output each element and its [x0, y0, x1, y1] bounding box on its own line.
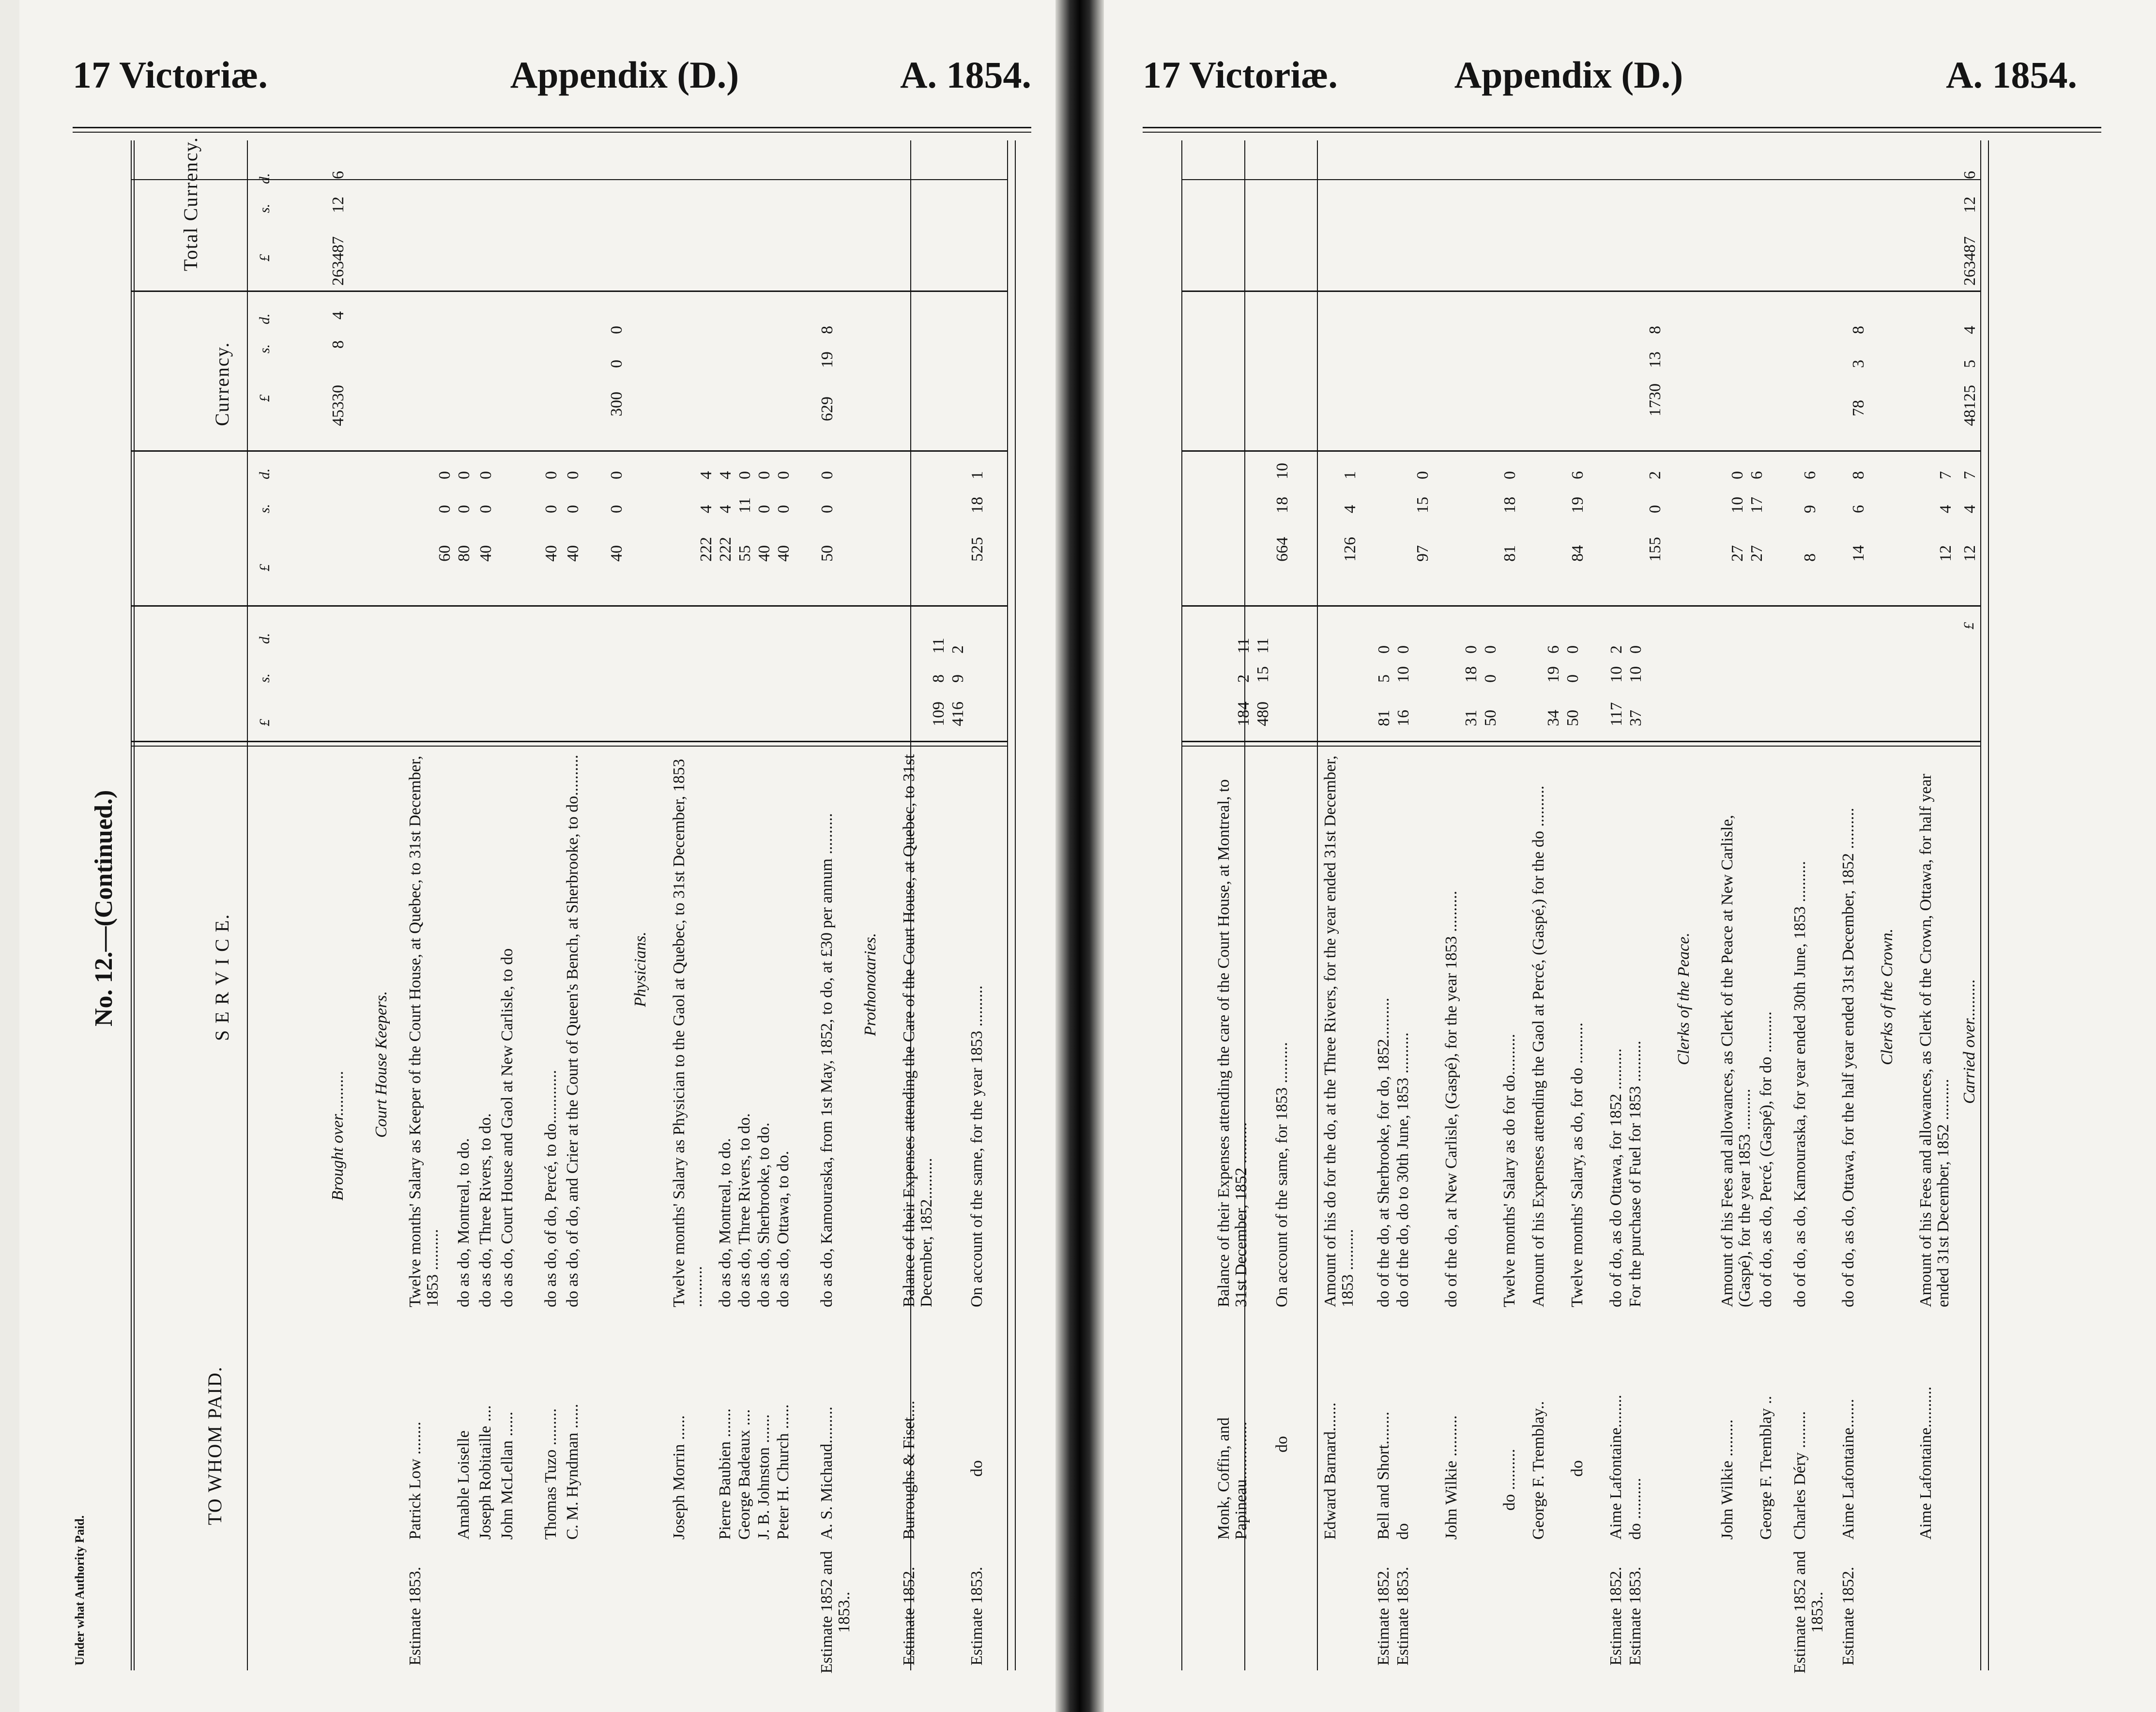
row-service: do as do, Three Rivers, to do. [735, 1113, 753, 1307]
row-service: On account of the same, for 1853 .......... [1273, 1042, 1291, 1307]
carried-total-shilling: 12 [1961, 197, 1979, 213]
row-sub-pence: 2 [949, 645, 967, 654]
section-currency-shilling: 3 [1850, 360, 1867, 368]
row-amount-pound: 40 [542, 545, 560, 562]
row-sub-pence: 0 [1482, 645, 1499, 654]
row-whom: do .......... [1500, 1449, 1518, 1511]
row-whom: C. M. Hyndman ...... [564, 1404, 581, 1540]
row-amount-shilling: 19 [1569, 497, 1587, 513]
row-authority: Estimate 1853. [1394, 1567, 1412, 1666]
row-amount-pence: 0 [736, 471, 754, 479]
row-amount-shilling: 0 [436, 505, 454, 513]
header-center: Appendix (D.) [510, 54, 739, 96]
left-page [19, 0, 1075, 1712]
head-total: Total Currency. [180, 137, 201, 271]
row-sub-pence: 2 [1607, 645, 1625, 654]
carried-total-pence: 6 [1961, 171, 1979, 179]
head-whom: TO WHOM PAID. [204, 1366, 226, 1525]
section-currency-pence: 0 [608, 326, 626, 334]
row-whom: John Wilkie .......... [1442, 1415, 1460, 1540]
brought-currency-shilling: 8 [329, 340, 347, 349]
row-amount-pence: 2 [1646, 471, 1664, 479]
col-rule-right [1980, 140, 1981, 1670]
sep-amount [1182, 450, 1981, 452]
table-title: No. 12.—(Continued.) [90, 790, 118, 1026]
row-amount-pence: 6 [1569, 471, 1587, 479]
row-amount-pence: 0 [818, 471, 836, 479]
row-amount-pence: 0 [775, 471, 793, 479]
row-sub-shilling: 8 [930, 674, 948, 683]
row-amount-pence: 7 [1937, 471, 1955, 479]
row-authority: Estimate 1853. [1626, 1567, 1644, 1666]
section-heading-prothonotaries: Prothonotaries. [861, 932, 879, 1036]
row-service: do as do, Ottawa, to do. [774, 1151, 792, 1307]
row-amount-pound: 50 [818, 545, 836, 562]
row-authority: Estimate 1852. [1839, 1567, 1857, 1666]
section-currency-pound: 1730 [1646, 383, 1664, 416]
section-heading-court-house: Court House Keepers. [372, 991, 390, 1138]
row-amount-pound: 664 [1273, 537, 1291, 562]
row-service: do as do, of do, and Crier at the Court of Queen's Bench, at Sherbrooke, to do.......... [564, 754, 581, 1307]
row-amount-pence: 0 [608, 471, 626, 479]
row-amount-pence: 0 [477, 471, 495, 479]
row-amount-shilling: 10 [1728, 497, 1746, 513]
row-amount-pound: 81 [1501, 545, 1519, 562]
top-rule [73, 127, 1031, 128]
row-amount-pence: 1 [1341, 471, 1359, 479]
row-sub-pence: 0 [1462, 645, 1480, 654]
row-authority: Estimate 1853. [406, 1567, 424, 1666]
lsd-tot-pence: d. [257, 173, 273, 184]
row-amount-pence: 6 [1801, 471, 1819, 479]
row-sub-pence: 6 [1544, 645, 1562, 654]
row-amount-pound: 40 [608, 545, 626, 562]
row-amount-pound: 222 [697, 537, 715, 562]
row-sub-pound: 184 [1235, 702, 1253, 726]
row-whom: Edward Barnard....... [1321, 1402, 1339, 1540]
row-amount-pence: 0 [1728, 471, 1746, 479]
row-amount-pound: 27 [1728, 545, 1746, 562]
col-rule-authority [1181, 140, 1182, 1670]
lsd-cur-shilling: s. [257, 344, 273, 353]
row-amount-shilling: 6 [1850, 505, 1867, 513]
row-sub-pound: 480 [1254, 702, 1272, 726]
right-page [1104, 0, 2156, 1712]
row-amount-shilling: 0 [1646, 505, 1664, 513]
row-sub-pound: 31 [1462, 710, 1480, 726]
row-service: Amount of his Fees and allowances, as Clerk of the Peace at New Carlisle, (Gaspé), for the year 1853 .......... [1718, 815, 1754, 1307]
row-amount-shilling: 0 [818, 505, 836, 513]
lsd-amt-shilling: s. [257, 504, 273, 513]
row-service: For the purchase of Fuel for 1853 .......... [1626, 1040, 1644, 1307]
row-whom: do [968, 1460, 986, 1477]
row-amount-pound: 40 [775, 545, 793, 562]
section-currency-pound: 629 [818, 397, 836, 421]
sep-sub [132, 605, 1007, 607]
header-left: 17 Victoriæ. [1143, 54, 1338, 96]
sep-amount [132, 450, 1007, 452]
row-service: do as do, Sherbrooke, to do. [755, 1122, 773, 1307]
row-amount-pence: 1 [968, 471, 986, 479]
col-rule-right-2 [1988, 140, 1989, 1670]
row-sub-pence: 11 [930, 638, 948, 654]
row-service: do of do, as do Ottawa, for 1852 .......... [1607, 1048, 1625, 1307]
row-amount-pound: 40 [755, 545, 773, 562]
row-amount-pence: 6 [1748, 471, 1766, 479]
row-service: Twelve months' Salary, as do, for do .......... [1568, 1023, 1586, 1307]
row-service: Twelve months' Salary as Keeper of the Court House, at Quebec, to 31st December, 1853 .......... [406, 755, 442, 1307]
row-sub-pound: 50 [1482, 710, 1499, 726]
lsd-sub-pound: £ [257, 719, 273, 726]
row-authority: Estimate 1852. [1607, 1567, 1625, 1666]
row-service: Balance of their Expenses attending the care of the Court House, at Montreal, to 31st December, 1852 .......... [1215, 779, 1250, 1307]
row-service: Amount of his Fees and allowances, as Clerk of the Crown, Ottawa, for half year ended 31st December, 1852 .......... [1917, 774, 1952, 1307]
brought-currency-pound: 45330 [329, 385, 347, 426]
row-sub-shilling: 10 [1627, 666, 1645, 683]
row-amount-shilling: 4 [1341, 505, 1359, 513]
row-amount-pound: 80 [455, 545, 473, 562]
brought-currency-pence: 4 [329, 311, 347, 320]
top-rule [1143, 127, 2101, 128]
row-service: do of do, as do, Kamouraska, for year ended 30th June, 1853 .......... [1791, 861, 1809, 1307]
sep-service [1182, 741, 1981, 742]
lsd-cur-pound: £ [257, 395, 273, 402]
lsd-amt-pound: £ [257, 564, 273, 571]
row-amount-pence: 10 [1273, 463, 1291, 479]
row-whom: George Badeaux .... [735, 1409, 753, 1540]
row-amount-shilling: 18 [968, 497, 986, 513]
lsd-cur-pence: d. [257, 313, 273, 324]
col-rule-right-2 [1015, 140, 1016, 1670]
header-right: A. 1854. [1946, 54, 2077, 96]
brought-total-pound: 263487 [329, 236, 347, 286]
row-service: do of do, as do, Percé, (Gaspé), for do .......... [1757, 1011, 1775, 1307]
row-amount-shilling: 0 [755, 505, 773, 513]
row-whom: John McLellan ...... [498, 1411, 516, 1540]
section-currency-pence: 8 [818, 326, 836, 334]
row-service: do of do, as do, Ottawa, for the half year ended 31st December, 1852 .......... [1839, 808, 1857, 1307]
row-amount-pound: 55 [736, 545, 754, 562]
col-rule-right [1007, 140, 1008, 1670]
row-service: do as do, Montreal, to do. [716, 1138, 734, 1307]
row-amount-pound: 12 [1937, 545, 1955, 562]
row-amount-pound: 126 [1341, 537, 1359, 562]
row-service: do as do, Kamouraska, from 1st May, 1852, to do, at £30 per annum .......... [818, 813, 836, 1307]
lsd-tot-pound: £ [257, 254, 273, 261]
row-sub-pence: 11 [1235, 638, 1253, 654]
lsd-tot-shilling: s. [257, 203, 273, 213]
row-amount-shilling: 4 [697, 505, 715, 513]
row-service: do of the do, at New Carlisle, (Gaspé), for the year 1853 .......... [1442, 890, 1460, 1307]
row-sub-shilling: 0 [1564, 674, 1582, 683]
sep-service-2 [1182, 746, 1981, 747]
header-center: Appendix (D.) [1454, 54, 1683, 96]
lsd-amt-pence: d. [257, 468, 273, 479]
section-currency-shilling: 0 [608, 360, 626, 368]
lsd-sub-shilling: s. [257, 673, 273, 683]
row-amount-pound: 525 [968, 537, 986, 562]
row-whom: Amable Loiselle [455, 1430, 473, 1540]
row-amount-pound: 8 [1801, 553, 1819, 562]
col-rule-authority-2 [134, 140, 135, 1670]
row-amount-pound: 155 [1646, 537, 1664, 562]
header-right: A. 1854. [900, 54, 1031, 96]
row-amount-shilling: 18 [1273, 497, 1291, 513]
row-sub-pound: 50 [1564, 710, 1582, 726]
row-sub-pound: 81 [1375, 710, 1393, 726]
row-amount-shilling: 18 [1501, 497, 1519, 513]
carried-pound-sign: £ [1961, 622, 1977, 629]
carried-amount-shilling: 4 [1961, 505, 1979, 513]
row-amount-shilling: 11 [736, 497, 754, 513]
row-service: On account of the same, for the year 1853 .......... [968, 985, 986, 1307]
brought-total-shilling: 12 [329, 197, 347, 213]
row-amount-pence: 0 [1501, 471, 1519, 479]
row-sub-pound: 34 [1544, 710, 1562, 726]
row-sub-shilling: 2 [1235, 674, 1253, 683]
row-whom: George F. Tremblay .. [1757, 1396, 1775, 1540]
row-amount-shilling: 0 [564, 505, 582, 513]
carried-currency-pound: 48125 [1961, 385, 1979, 426]
row-amount-shilling: 15 [1414, 497, 1432, 513]
carried-currency-shilling: 5 [1961, 360, 1979, 368]
row-amount-shilling: 0 [608, 505, 626, 513]
row-whom: Thomas Tuzo ......... [542, 1408, 560, 1540]
row-sub-pound: 117 [1607, 702, 1625, 726]
lsd-sub-pence: d. [257, 633, 273, 644]
row-whom: Joseph Robitaille .... [476, 1405, 494, 1540]
book-gutter [1055, 0, 1104, 1712]
sep-total [1182, 179, 1981, 180]
section-currency-shilling: 13 [1646, 352, 1664, 368]
row-sub-pound: 16 [1394, 710, 1412, 726]
row-whom: George F. Tremblay.. [1529, 1401, 1547, 1540]
row-amount-shilling: 0 [455, 505, 473, 513]
row-amount-pound: 97 [1414, 545, 1432, 562]
row-sub-shilling: 10 [1394, 666, 1412, 683]
row-amount-shilling: 9 [1801, 505, 1819, 513]
head-authority: Under what Authority Paid. [73, 1515, 87, 1666]
row-amount-shilling: 4 [717, 505, 734, 513]
row-sub-pence: 0 [1627, 645, 1645, 654]
brought-over: Brought over........... [329, 1070, 347, 1201]
carried-currency-pence: 4 [1961, 326, 1979, 334]
row-amount-pound: 40 [564, 545, 582, 562]
row-sub-shilling: 15 [1254, 666, 1272, 683]
section-heading-clerks-crown: Clerks of the Crown. [1878, 928, 1896, 1065]
row-amount-shilling: 4 [1937, 505, 1955, 513]
row-sub-pound: 109 [930, 702, 948, 726]
carried-amount-pound: 12 [1961, 545, 1979, 562]
top-rule-2 [73, 132, 1031, 133]
sep-currency [1182, 290, 1981, 292]
row-whom: J. B. Johnston ....... [755, 1414, 773, 1540]
section-currency-pence: 8 [1850, 326, 1867, 334]
row-service: do of the do, do to 30th June, 1853 .......... [1394, 1032, 1412, 1307]
row-sub-pence: 11 [1254, 638, 1272, 654]
col-rule-authority [131, 140, 132, 1670]
row-sub-shilling: 9 [949, 674, 967, 683]
row-service: do as do, Three Rivers, to do. [476, 1113, 494, 1307]
row-amount-pence: 0 [542, 471, 560, 479]
row-whom: Monk, Coffin, and Papineau.............. [1215, 1417, 1250, 1540]
row-whom: Patrick Low ........ [406, 1422, 424, 1540]
row-service: Balance of their Expenses attending the Care of the Court House, at Quebec, to 31st December, 1852.......... [900, 754, 935, 1307]
row-whom: Aime Lafontaine....... [1839, 1399, 1857, 1540]
row-amount-pound: 60 [436, 545, 454, 562]
row-sub-pence: 0 [1375, 645, 1393, 654]
brought-total-pence: 6 [329, 171, 347, 179]
row-sub-pound: 37 [1627, 710, 1645, 726]
row-amount-pence: 4 [697, 471, 715, 479]
row-whom: Burroughs & Fiset.... [900, 1400, 918, 1540]
row-service: Twelve months' Salary as Physician to the Gaol at Quebec, to 31st December, 1853 .......... [670, 759, 705, 1307]
row-amount-pound: 84 [1569, 545, 1587, 562]
row-authority: Estimate 1852 and 1853.. [818, 1551, 853, 1674]
row-service: do as do, Montreal, to do. [455, 1138, 473, 1307]
sep-sub [1182, 605, 1981, 607]
row-authority: Estimate 1852 and 1853.. [1791, 1551, 1826, 1674]
section-heading-physicians: Physicians. [631, 932, 649, 1007]
top-rule-2 [1143, 132, 2101, 133]
row-service: Amount of his Expenses attending the Gaol at Percé, (Gaspé,) for the do .......... [1529, 785, 1547, 1307]
row-amount-shilling: 0 [477, 505, 495, 513]
row-sub-shilling: 0 [1482, 674, 1499, 683]
row-whom: Peter H. Church ...... [774, 1404, 792, 1540]
row-whom: do .......... [1626, 1478, 1644, 1540]
sep-currency [132, 290, 1007, 292]
row-sub-pound: 416 [949, 702, 967, 726]
section-currency-shilling: 19 [818, 352, 836, 368]
row-whom: Aime Lafontaine........ [1607, 1394, 1625, 1540]
row-service: Twelve months' Salary as do for do.......... [1500, 1034, 1518, 1307]
row-service: Amount of his do for the do, at the Three Rivers, for the year ended 31st December, 1853 .......... [1321, 755, 1357, 1307]
row-amount-pence: 8 [1850, 471, 1867, 479]
row-whom: Joseph Morrin ...... [670, 1415, 688, 1540]
row-amount-pence: 0 [564, 471, 582, 479]
row-whom: do [1394, 1523, 1412, 1540]
col-rule-service [1317, 140, 1318, 1670]
row-sub-shilling: 19 [1544, 666, 1562, 683]
row-sub-shilling: 18 [1462, 666, 1480, 683]
carried-total-pound: 263487 [1961, 236, 1979, 286]
row-amount-pence: 0 [436, 471, 454, 479]
row-amount-shilling: 0 [775, 505, 793, 513]
row-amount-pence: 4 [717, 471, 734, 479]
row-whom: do [1568, 1460, 1586, 1477]
row-sub-pence: 0 [1564, 645, 1582, 654]
row-whom: John Wilkie ......... [1718, 1419, 1736, 1540]
row-whom: do [1273, 1436, 1291, 1452]
row-amount-shilling: 0 [542, 505, 560, 513]
row-service: do of the do, at Sherbrooke, for do, 1852.......... [1375, 997, 1392, 1307]
row-amount-pound: 27 [1748, 545, 1766, 562]
head-currency: Currency. [211, 341, 233, 426]
section-currency-pence: 8 [1646, 326, 1664, 334]
row-amount-pence: 0 [755, 471, 773, 479]
row-sub-pence: 0 [1394, 645, 1412, 654]
row-whom: A. S. Michaud......... [818, 1406, 836, 1540]
row-amount-pence: 0 [455, 471, 473, 479]
row-authority: Estimate 1852. [1375, 1567, 1392, 1666]
section-currency-pound: 300 [608, 392, 626, 416]
row-amount-shilling: 17 [1748, 497, 1766, 513]
row-amount-pence: 0 [1414, 471, 1432, 479]
section-heading-clerks-peace: Clerks of the Peace. [1675, 932, 1693, 1065]
section-currency-pound: 78 [1850, 400, 1867, 416]
row-whom: Aime Lafontaine.......... [1917, 1386, 1935, 1540]
row-amount-pound: 222 [717, 537, 734, 562]
row-amount-pound: 14 [1850, 545, 1867, 562]
row-service: do as do, Court House and Gaol at New Carlisle, to do [498, 948, 516, 1307]
row-amount-pound: 40 [477, 545, 495, 562]
header-left: 17 Victoriæ. [73, 54, 268, 96]
row-whom: Charles Déry ......... [1791, 1411, 1809, 1540]
head-service: S E R V I C E. [211, 913, 233, 1041]
row-sub-shilling: 10 [1607, 666, 1625, 683]
carried-over: Carried over.......... [1960, 979, 1978, 1104]
carried-amount-pence: 7 [1961, 471, 1979, 479]
col-rule-whom [247, 140, 248, 1670]
row-authority: Estimate 1853. [968, 1567, 986, 1666]
row-whom: Bell and Short........ [1375, 1411, 1392, 1540]
row-service: do as do, of do, Percé, to do............. [542, 1070, 560, 1307]
row-whom: Pierre Baubien ....... [716, 1408, 734, 1540]
row-sub-shilling: 5 [1375, 674, 1393, 683]
row-authority: Estimate 1852. [900, 1567, 918, 1666]
